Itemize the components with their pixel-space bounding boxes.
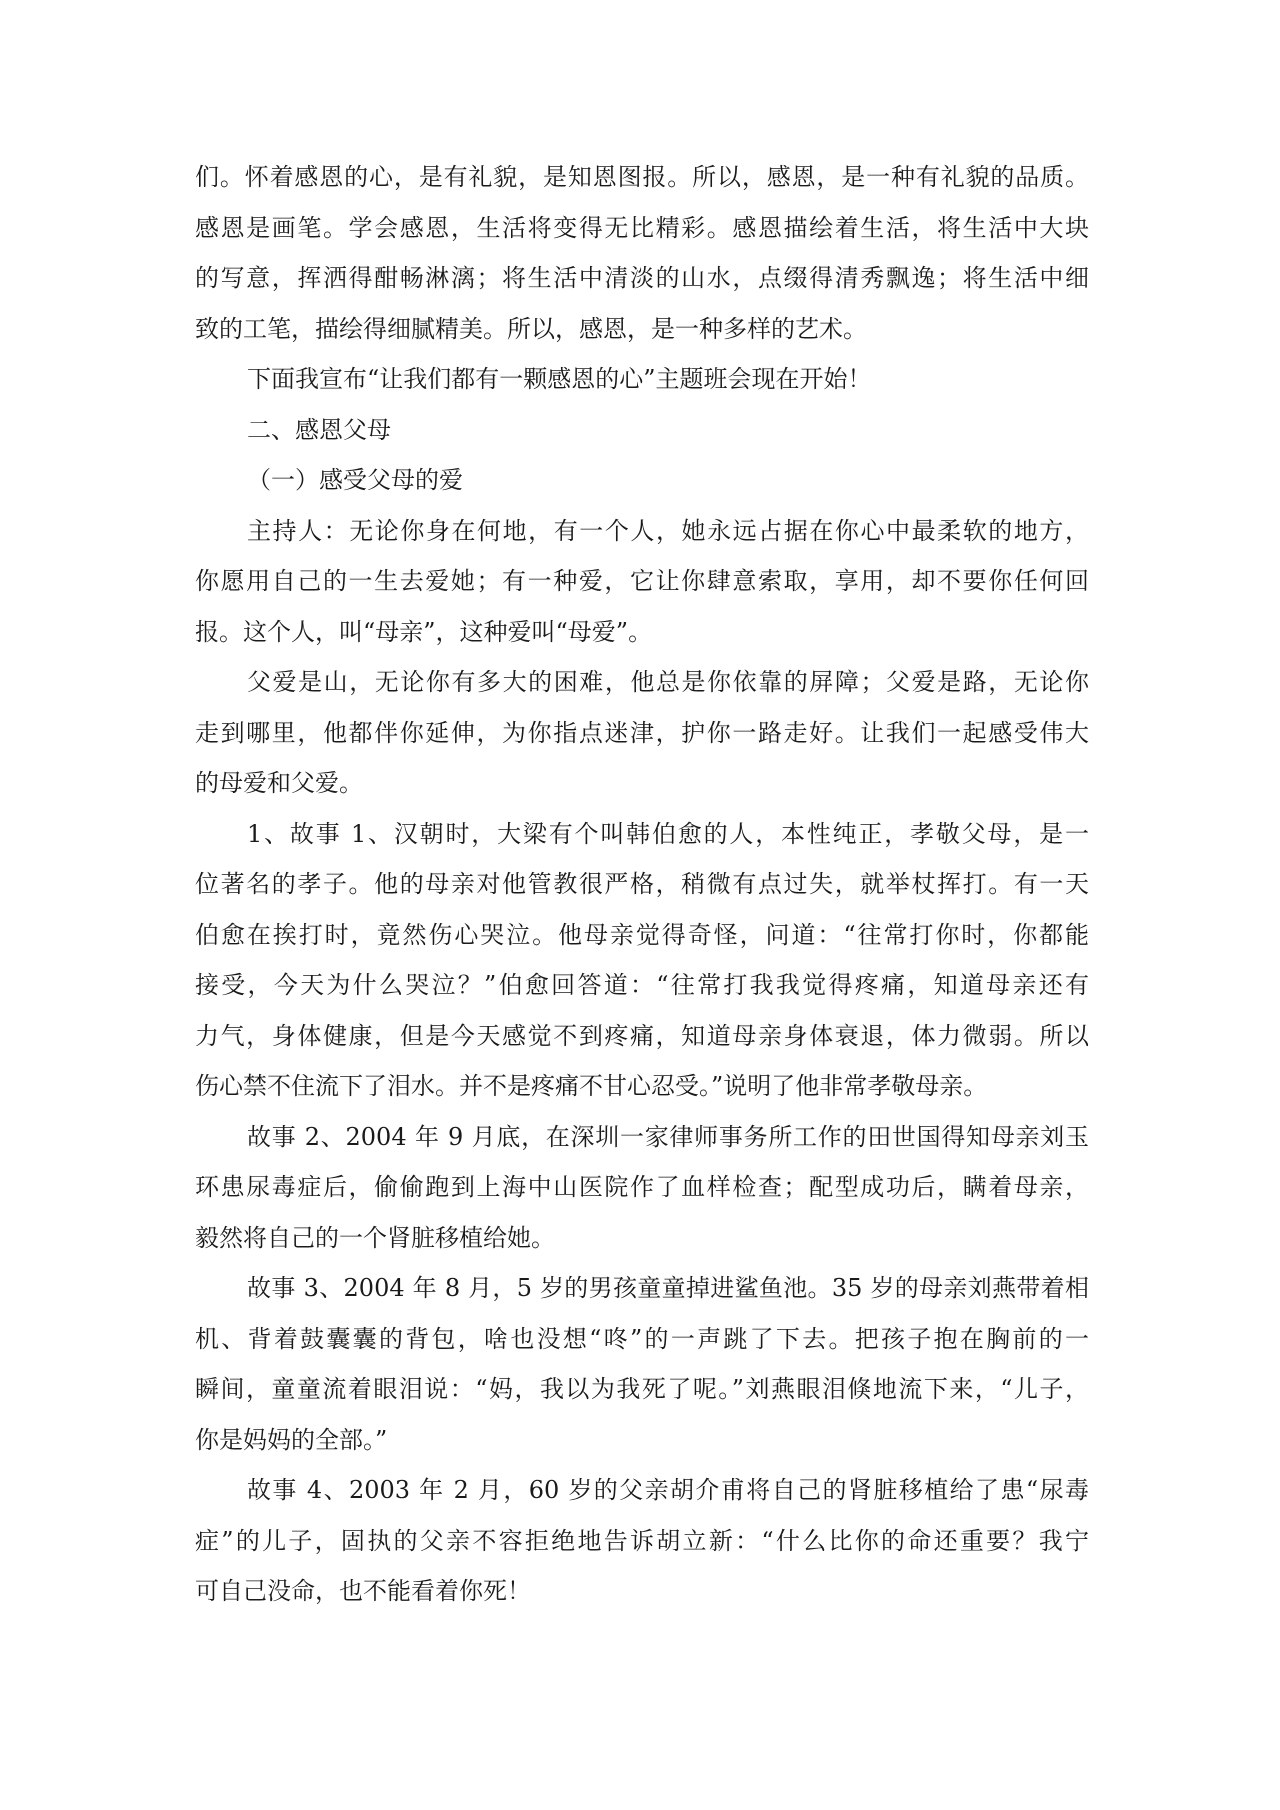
text-line: 可自己没命，也不能看着你死！ [195, 1577, 531, 1605]
text-line: 伯愈在挨打时，竟然伤心哭泣。他母亲觉得奇怪，问道：“往常打你时，你都能 [195, 920, 1089, 949]
paragraph [195, 405, 1089, 456]
text-line: 故事 3、2004 年 8 月，5 岁的男孩童童掉进鲨鱼池。35 岁的母亲刘燕带着相 [247, 1274, 1089, 1302]
text-line: 机、背着鼓囊囊的背包，啥也没想“咚”的一声跳了下去。把孩子抱在胸前的一 [195, 1324, 1089, 1353]
text-line: 伤心禁不住流下了泪水。并不是疼痛不甘心忍受。”说明了他非常孝敬母亲。 [195, 1072, 988, 1100]
text-line: 瞬间，童童流着眼泪说：“妈，我以为我死了呢。”刘燕眼泪倏地流下来，“儿子， [195, 1375, 1089, 1403]
text-line: 故事 2、2004 年 9 月底，在深圳一家律师事务所工作的田世国得知母亲刘玉 [247, 1122, 1089, 1151]
text-line: 下面我宣布“让我们都有一颗感恩的心”主题班会现在开始！ [247, 365, 872, 393]
text-line: 走到哪里，他都伴你延伸，为你指点迷津，护你一路走好。让我们一起感受伟大 [195, 718, 1089, 747]
paragraph [195, 506, 1089, 658]
text-line: 们。怀着感恩的心，是有礼貌，是知恩图报。所以，感恩，是一种有礼貌的品质。 [195, 163, 1089, 191]
paragraph [195, 1112, 1089, 1264]
text-line: 感恩是画笔。学会感恩，生活将变得无比精彩。感恩描绘着生活，将生活中大块 [195, 213, 1089, 242]
text-line: 你愿用自己的一生去爱她；有一种爱，它让你肆意索取，享用，却不要你任何回 [195, 567, 1089, 595]
text-line: 的母爱和父爱。 [195, 769, 363, 797]
document-body [195, 152, 1089, 1617]
paragraph [195, 1263, 1089, 1465]
paragraph [195, 455, 1089, 506]
text-line: 症”的儿子，固执的父亲不容拒绝地告诉胡立新：“什么比你的命还重要？我宁 [195, 1526, 1089, 1555]
paragraph [195, 809, 1089, 1112]
text-line: 主持人：无论你身在何地，有一个人，她永远占据在你心中最柔软的地方， [247, 516, 1089, 545]
text-line: 二、感恩父母 [247, 415, 391, 444]
text-line: 你是妈妈的全部。” [195, 1425, 388, 1454]
paragraph [195, 152, 1089, 354]
paragraph [195, 1465, 1089, 1617]
text-line: 1、故事 1、汉朝时，大梁有个叫韩伯愈的人，本性纯正，孝敬父母，是一 [247, 819, 1089, 848]
text-line: 报。这个人，叫“母亲”，这种爱叫“母爱”。 [195, 617, 653, 646]
text-line: 毅然将自己的一个肾脏移植给她。 [195, 1223, 555, 1252]
text-line: 位著名的孝子。他的母亲对他管教很严格，稍微有点过失，就举杖挥打。有一天 [195, 870, 1089, 898]
text-line: 致的工笔，描绘得细腻精美。所以，感恩，是一种多样的艺术。 [195, 314, 867, 343]
text-line: 环患尿毒症后，偷偷跑到上海中山医院作了血样检查；配型成功后，瞒着母亲， [195, 1173, 1089, 1201]
text-line: （一）感受父母的爱 [247, 466, 463, 494]
paragraph [195, 354, 1089, 405]
text-line: 接受，今天为什么哭泣？”伯愈回答道：“往常打我我觉得疼痛，知道母亲还有 [195, 971, 1089, 999]
text-line: 的写意，挥洒得酣畅淋漓；将生活中清淡的山水，点缀得清秀飘逸；将生活中细 [195, 264, 1089, 292]
text-line: 父爱是山，无论你有多大的困难，他总是你依靠的屏障；父爱是路，无论你 [247, 668, 1089, 696]
text-line: 力气，身体健康，但是今天感觉不到疼痛，知道母亲身体衰退，体力微弱。所以 [195, 1021, 1089, 1050]
text-line: 故事 4、2003 年 2 月，60 岁的父亲胡介甫将自己的肾脏移植给了患“尿毒 [247, 1476, 1089, 1504]
paragraph [195, 657, 1089, 809]
